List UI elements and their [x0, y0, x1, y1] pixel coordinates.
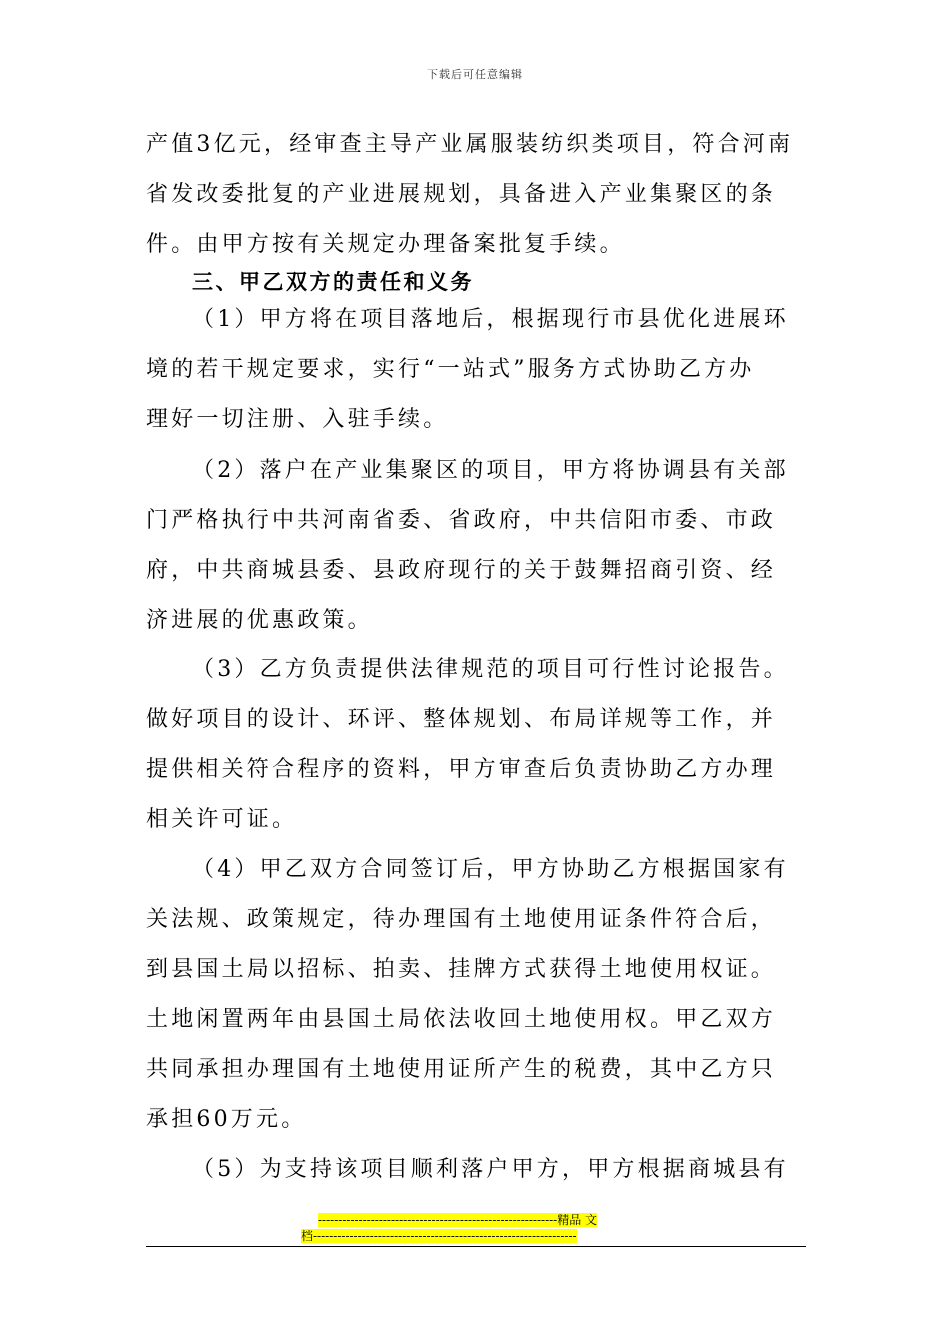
item2-line-1: （2）落户在产业集聚区的项目，甲方将协调县有关部 — [192, 458, 789, 483]
item3-line-2: 做好项目的设计、环评、整体规划、布局详规等工作，并 — [146, 707, 777, 732]
item3-line-1: （3）乙方负责提供法律规范的项目可行性讨论报告。 — [192, 657, 789, 682]
item4-line-3: 到县国土局以招标、拍卖、挂牌方式获得土地使用权证。 — [146, 957, 777, 982]
item5-line-1: （5）为支持该项目顺利落户甲方，甲方根据商城县有 — [192, 1157, 789, 1182]
item2-line-3: 府，中共商城县委、县政府现行的关于鼓舞招商引资、经 — [146, 558, 777, 583]
item4-line-2: 关法规、政策规定，待办理国有土地使用证条件符合后， — [146, 907, 777, 932]
item4-line-6: 承担60万元。 — [146, 1107, 307, 1132]
item2-line-4: 济进展的优惠政策。 — [146, 608, 373, 633]
item3-line-4: 相关许可证。 — [146, 807, 298, 832]
section-heading: 三、甲乙双方的责任和义务 — [192, 269, 474, 294]
intro-line-2: 省发改委批复的产业进展规划，具备进入产业集聚区的条 — [146, 182, 777, 207]
intro-line-1: 产值3亿元，经审查主导产业属服装纺织类项目，符合河南 — [146, 132, 794, 157]
item1-line-3: 理好一切注册、入驻手续。 — [146, 407, 449, 432]
item1-line-1: （1）甲方将在项目落地后，根据现行市县优化进展环 — [192, 307, 789, 332]
footer-watermark-line-1: -----------------------------------------------------------精品 文 — [318, 1213, 598, 1227]
footer-divider — [146, 1246, 806, 1247]
intro-line-3: 件。由甲方按有关规定办理备案批复手续。 — [146, 232, 625, 257]
item3-line-3: 提供相关符合程序的资料，甲方审查后负责协助乙方办理 — [146, 757, 777, 782]
page-header-note: 下载后可任意编辑 — [427, 68, 523, 81]
item4-line-5: 共同承担办理国有土地使用证所产生的税费，其中乙方只 — [146, 1057, 777, 1082]
item1-line-2: 境的若干规定要求，实行“一站式”服务方式协助乙方办 — [146, 357, 755, 382]
item2-line-2: 门严格执行中共河南省委、省政府，中共信阳市委、市政 — [146, 508, 777, 533]
item4-line-4: 土地闲置两年由县国土局依法收回土地使用权。甲乙双方 — [146, 1007, 777, 1032]
item4-line-1: （4）甲乙双方合同签订后，甲方协助乙方根据国家有 — [192, 857, 789, 882]
footer-watermark-line-2: 档----------------------------------------------------------------- — [301, 1229, 577, 1243]
